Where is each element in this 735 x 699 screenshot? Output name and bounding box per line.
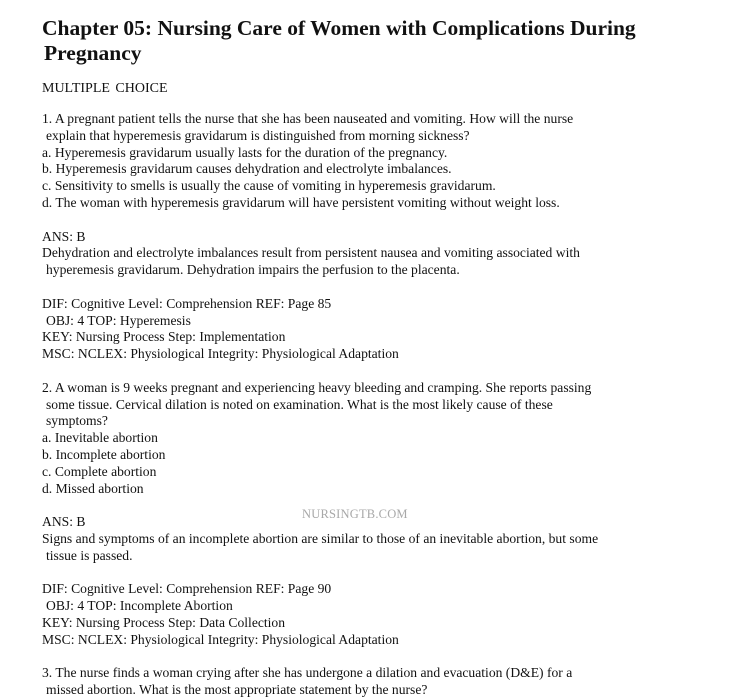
question-2-answer: ANS: B <box>42 514 86 530</box>
question-2-dif: DIF: Cognitive Level: Comprehension REF: Page 90 <box>42 581 332 597</box>
question-2-rationale-line-2: tissue is passed. <box>46 547 133 563</box>
section-label: MULTIPLE CHOICE <box>42 81 168 96</box>
question-1-option-d: d. The woman with hyperemesis gravidarum will have persistent vomiting without weight loss. <box>42 194 560 210</box>
question-1-key: KEY: Nursing Process Step: Implementation <box>42 329 286 345</box>
question-2-option-b: b. Incomplete abortion <box>42 446 166 462</box>
chapter-title-line-1: Chapter 05: Nursing Care of Women with Complications During <box>42 16 636 40</box>
question-2-option-d: d. Missed abortion <box>42 480 144 496</box>
question-1 <box>42 111 682 699</box>
question-1-msc: MSC: NCLEX: Physiological Integrity: Physiological Adaptation <box>42 346 399 362</box>
question-2-option-c: c. Complete abortion <box>42 463 157 479</box>
question-1-rationale-line-2: hyperemesis gravidarum. Dehydration impairs the perfusion to the placenta. <box>46 262 460 278</box>
question-1-answer: ANS: B <box>42 228 86 244</box>
chapter-title <box>42 16 682 66</box>
question-1-obj: OBJ: 4 TOP: Hyperemesis <box>46 312 191 328</box>
question-2-stem-line-1: 2. A woman is 9 weeks pregnant and experiencing heavy bleeding and cramping. She reports passing <box>42 379 592 395</box>
question-1-option-c: c. Sensitivity to smells is usually the cause of vomiting in hyperemesis gravidarum. <box>42 178 496 194</box>
question-3-stem-line-2: missed abortion. What is the most appropriate statement by the nurse? <box>46 682 428 698</box>
question-2-rationale-line-1: Signs and symptoms of an incomplete abortion are similar to those of an inevitable abortion, but some <box>42 530 599 546</box>
question-2-stem-line-2: some tissue. Cervical dilation is noted on examination. What is the most likely cause of these <box>46 396 553 412</box>
chapter-title-line-2: Pregnancy <box>44 41 142 65</box>
question-1-option-a: a. Hyperemesis gravidarum usually lasts for the duration of the pregnancy. <box>42 144 448 160</box>
question-1-option-b: b. Hyperemesis gravidarum causes dehydration and electrolyte imbalances. <box>42 161 452 177</box>
document-page <box>42 16 682 699</box>
question-1-dif: DIF: Cognitive Level: Comprehension REF: Page 85 <box>42 295 332 311</box>
question-1-stem-line-1: 1. A pregnant patient tells the nurse that she has been nauseated and vomiting. How will the nurse <box>42 111 574 126</box>
question-2-msc: MSC: NCLEX: Physiological Integrity: Physiological Adaptation <box>42 631 399 647</box>
question-2-stem-line-3: symptoms? <box>46 413 108 429</box>
question-2-option-a: a. Inevitable abortion <box>42 430 158 446</box>
question-1-rationale-line-1: Dehydration and electrolyte imbalances result from persistent nausea and vomiting associated with <box>42 245 580 261</box>
question-1-stem-line-2: explain that hyperemesis gravidarum is distinguished from morning sickness? <box>46 127 470 143</box>
question-2-key: KEY: Nursing Process Step: Data Collection <box>42 614 286 630</box>
watermark: NURSINGTB.COM <box>302 507 408 521</box>
question-3-stem-line-1: 3. The nurse finds a woman crying after she has undergone a dilation and evacuation (D&E) for a <box>42 665 573 681</box>
question-2-obj: OBJ: 4 TOP: Incomplete Abortion <box>46 598 233 614</box>
